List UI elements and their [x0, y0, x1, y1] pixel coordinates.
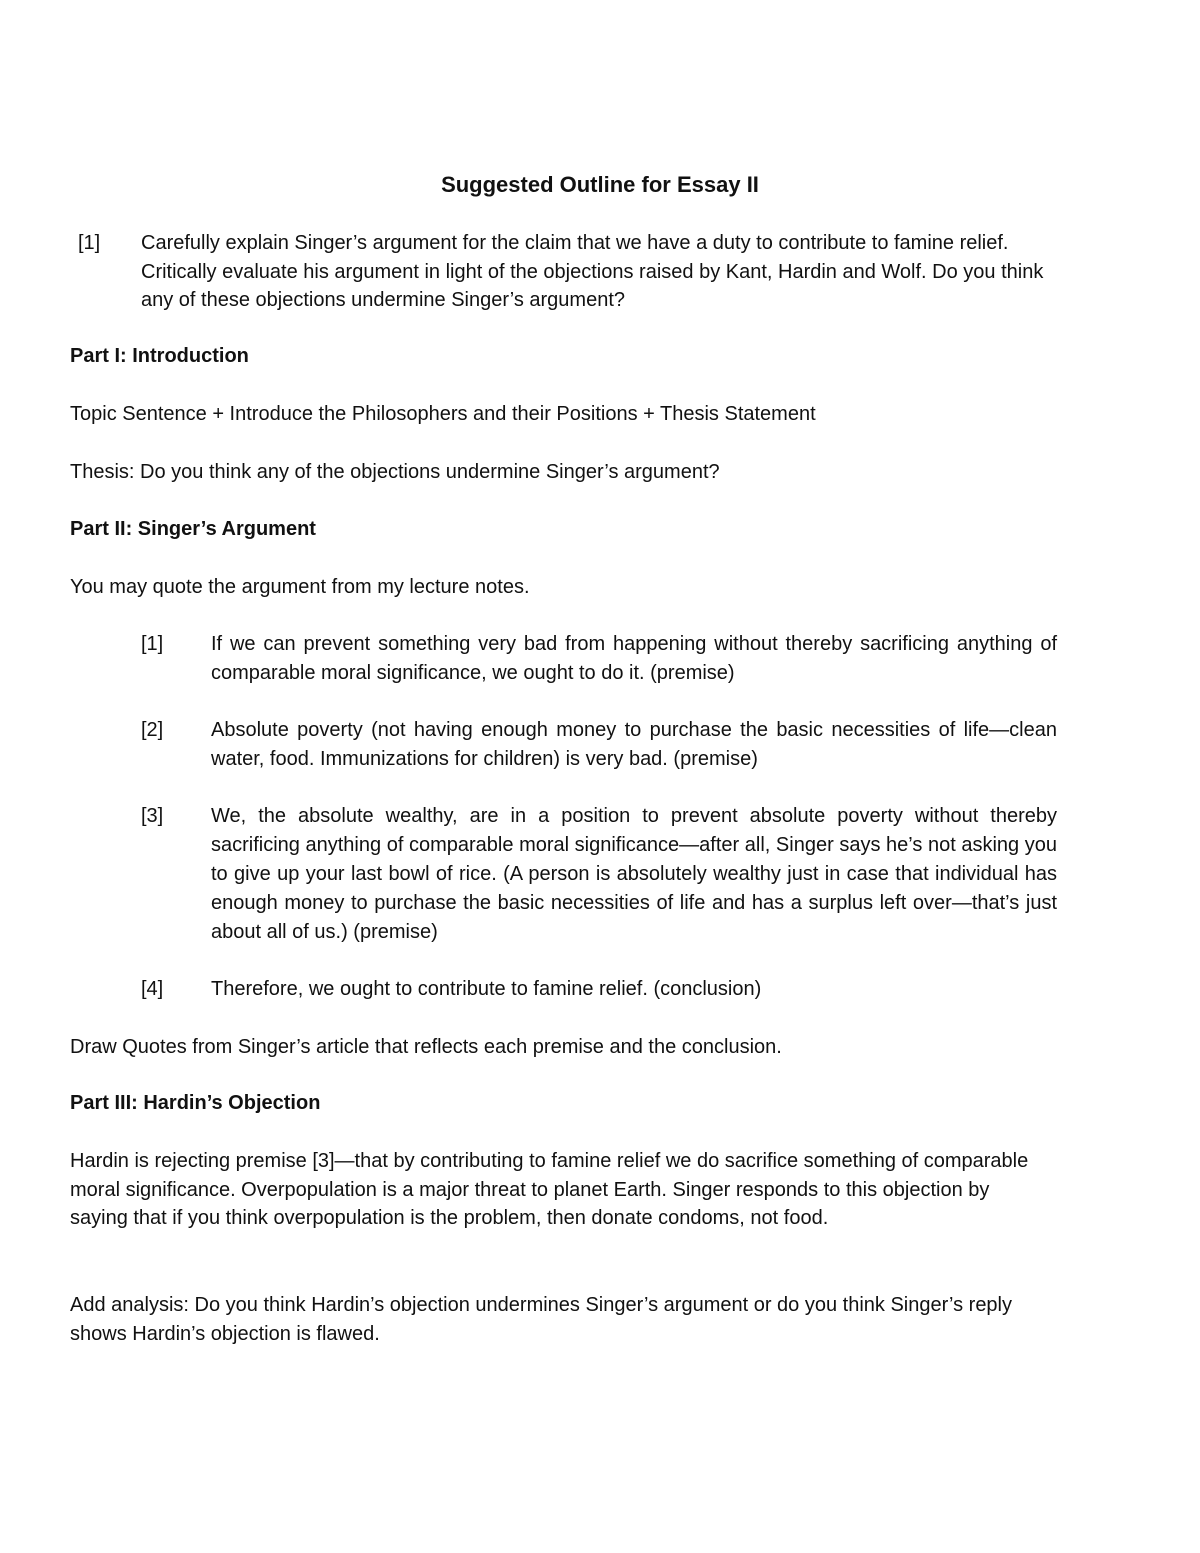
premise-text: We, the absolute wealthy, are in a position to prevent absolute poverty without thereby sacrificing anything of comparable moral significance—after all, Singer says he’s not asking you to give up your last bowl of rice. (A person is absolutely wealthy just in case that individual has enough money to purchase the basic necessities of life and has a surplus left over—that’s just about all of us.) (premise): [211, 805, 1057, 943]
premise-item: [141, 975, 1061, 1004]
part3-analysis: Add analysis: Do you think Hardin’s objection undermines Singer’s argument or do you think Singer’s reply shows Hardin’s objection is flawed.: [70, 1294, 1013, 1345]
prompt-number: [1]: [78, 232, 101, 254]
part3-heading: Part III: Hardin’s Objection: [70, 1092, 321, 1114]
premise-text: Absolute poverty (not having enough money to purchase the basic necessities of life—clean water, food. Immunizations for children) is very bad. (premise): [211, 719, 1057, 770]
part1-heading: Part I: Introduction: [70, 345, 249, 367]
part1-topic: Topic Sentence + Introduce the Philosophers and their Positions + Thesis Statement: [70, 403, 816, 425]
part2-intro: You may quote the argument from my lecture notes.: [70, 576, 530, 598]
premise-text: Therefore, we ought to contribute to famine relief. (conclusion): [211, 978, 762, 1000]
part2-heading: Part II: Singer’s Argument: [70, 518, 316, 540]
premise-item: [141, 802, 1061, 947]
premise-item: [141, 716, 1061, 774]
part2-closing: Draw Quotes from Singer’s article that reflects each premise and the conclusion.: [70, 1036, 782, 1058]
premise-number: [3]: [141, 805, 164, 827]
premise-number: [1]: [141, 633, 164, 655]
premise-item: [141, 630, 1061, 688]
premise-number: [2]: [141, 719, 164, 741]
prompt-text: Carefully explain Singer’s argument for the claim that we have a duty to contribute to famine relief. Critically evaluate his argument in light of the objections raised by Kant, Hardin and Wolf. Do you think any of these objections undermine Singer’s argument?: [141, 232, 1044, 311]
document-title: Suggested Outline for Essay II: [441, 172, 759, 197]
part3-body: Hardin is rejecting premise [3]—that by contributing to famine relief we do sacrifice something of comparable moral significance. Overpopulation is a major threat to planet Earth. Singer responds to this objection by saying that if you think overpopulation is the problem, then donate condoms, not food.: [70, 1150, 1029, 1229]
premise-number: [4]: [141, 978, 164, 1000]
part1-thesis: Thesis: Do you think any of the objections undermine Singer’s argument?: [70, 461, 720, 483]
premise-text: If we can prevent something very bad from happening without thereby sacrificing anything of comparable moral significance, we ought to do it. (premise): [211, 633, 1057, 684]
